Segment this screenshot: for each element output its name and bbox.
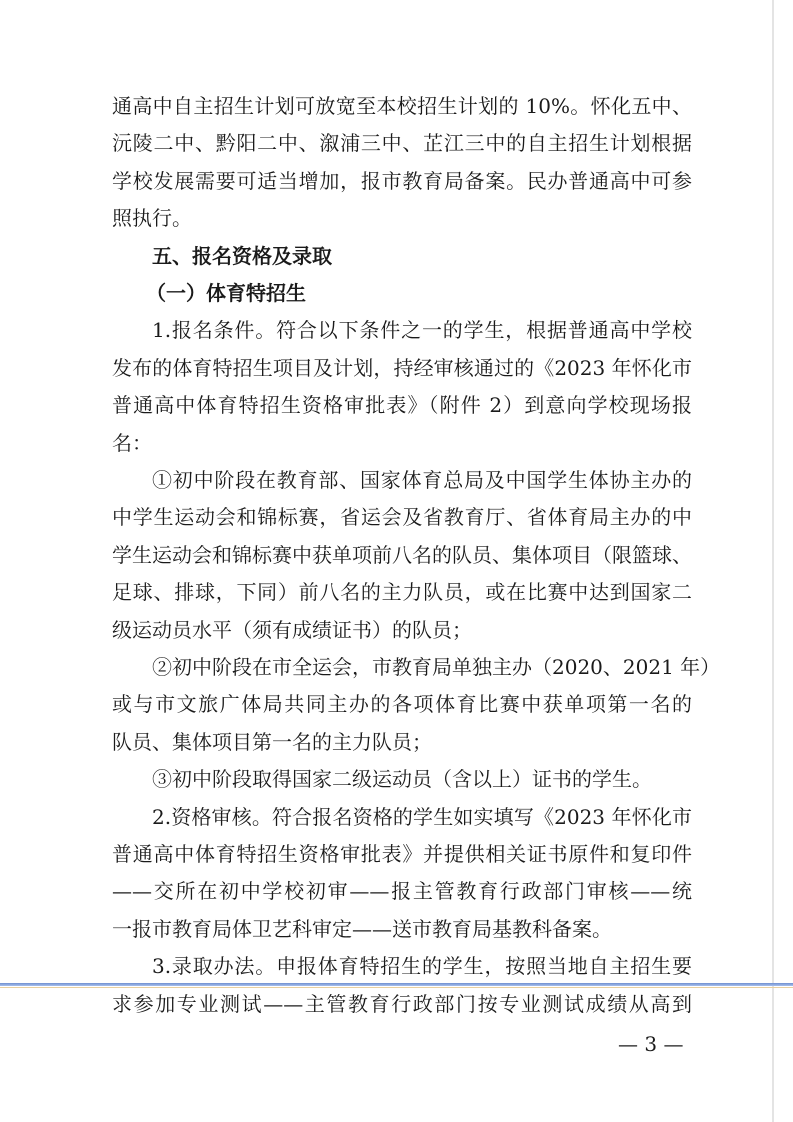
body-line: 级运动员水平（须有成绩证书）的队员； [112,618,472,642]
body-line: ①初中阶段在教育部、国家体育总局及中国学生体协主办的 [152,468,692,492]
body-line: 1.报名条件。符合以下条件之一的学生，根据普通高中学校 [152,318,692,342]
body-line: 发布的体育特招生项目及计划，持经审核通过的《2023 年怀化市 [112,356,692,380]
body-line: 学生运动会和锦标赛中获单项前八名的队员、集体项目（限篮球、 [112,543,692,567]
page-number: — 3 — [618,1032,684,1056]
footer-rule-accent [0,987,793,988]
body-line: 一报市教育局体卫艺科审定——送市教育局基教科备案。 [112,917,612,941]
body-line: 学校发展需要可适当增加，报市教育局备案。民办普通高中可参 [112,169,692,193]
body-line: 名： [112,431,152,455]
body-line: ②初中阶段在市全运会，市教育局单独主办（2020、2021 年） [152,655,721,679]
footer-rule [0,983,793,986]
body-line: 2.资格审核。符合报名资格的学生如实填写《2023 年怀化市 [152,805,692,829]
body-line: 足球、排球，下同）前八名的主力队员，或在比赛中达到国家二 [112,580,692,604]
body-line: 中学生运动会和锦标赛，省运会及省教育厅、省体育局主办的中 [112,505,692,529]
body-line: 沅陵二中、黔阳二中、溆浦三中、芷江三中的自主招生计划根据 [112,131,692,155]
body-line: 3.录取办法。申报体育特招生的学生，按照当地自主招生要 [152,954,692,978]
body-line: 求参加专业测试——主管教育行政部门按专业测试成绩从高到 [112,992,692,1016]
body-line: 普通高中体育特招生资格审批表》（附件 2）到意向学校现场报 [112,393,692,417]
subsection-heading: （一）体育特招生 [146,281,306,305]
body-line: 队员、集体项目第一名的主力队员； [112,730,432,754]
section-heading: 五、报名资格及录取 [152,244,332,268]
body-line: ——交所在初中学校初审——报主管教育行政部门审核——统 [112,879,692,903]
body-line: 普通高中体育特招生资格审批表》并提供相关证书原件和复印件 [112,842,692,866]
scan-edge [772,0,774,1122]
body-line: 照执行。 [112,206,192,230]
body-line: 通高中自主招生计划可放宽至本校招生计划的 10%。怀化五中、 [112,94,692,118]
body-line: ③初中阶段取得国家二级运动员（含以上）证书的学生。 [152,767,652,791]
body-line: 或与市文旅广体局共同主办的各项体育比赛中获单项第一名的 [112,692,692,716]
